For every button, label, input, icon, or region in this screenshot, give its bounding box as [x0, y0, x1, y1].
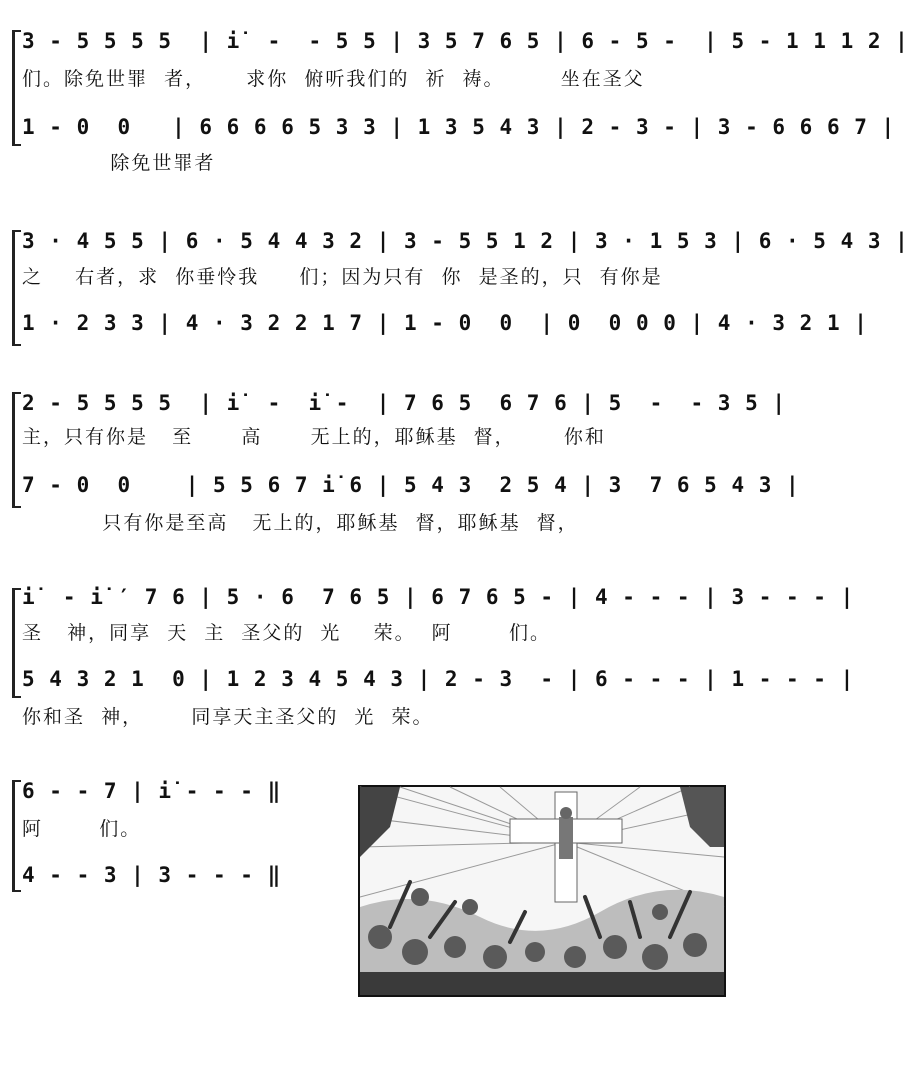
melody-line: 3 · 4 5 5 | 6 · 5 4 4 3 2 | 3 - 5 5 1 2 | 3 · 1 5 3 | 6 · 5 4 3 | [22, 229, 909, 253]
system-brace [12, 780, 21, 892]
crowd-worshipping-cross-illustration [358, 785, 726, 997]
system-brace [12, 230, 21, 346]
lyrics-line: 阿 们。 [22, 818, 142, 840]
crowd-worshipping-cross-icon [360, 787, 724, 995]
harmony-line: 7 - 0 0 | 5 5 6 7 i̇ 6 | 5 4 3 2 5 4 | 3 7 6 5 4 3 | [22, 473, 800, 497]
harmony-lyrics-line: 除免世罪者 [22, 152, 216, 174]
lyrics-line: 们。除免世罪 者， 求你 俯听我们的 祈 祷。 坐在圣父 [22, 68, 645, 90]
harmony-line: 1 · 2 3 3 | 4 · 3 2 2 1 7 | 1 - 0 0 | 0 0 0 0 | 4 · 3 2 1 | [22, 311, 868, 335]
lyrics-line: 圣 神，同享 天 主 圣父的 光 荣。 阿 们。 [22, 622, 551, 644]
melody-line: 2 - 5 5 5 5 | i̇ - i̇ - | 7 6 5 6 7 6 | 5 - - 3 5 | [22, 391, 787, 415]
harmony-line: 5 4 3 2 1 0 | 1 2 3 4 5 4 3 | 2 - 3 - | 6 - - - | 1 - - - | [22, 667, 855, 691]
system-brace [12, 392, 21, 508]
melody-line: i̇ - i̇ ′ 7 6 | 5 · 6 7 6 5 | 6 7 6 5 - | 4 - - - | 3 - - - | [22, 585, 855, 609]
melody-line: 6 - - 7 | i̇ - - - ‖ [22, 779, 282, 803]
system-brace [12, 588, 21, 698]
lyrics-line: 主，只有你是 至 高 无上的，耶稣基 督， 你和 [22, 426, 606, 448]
melody-line: 3 - 5 5 5 5 | i̇ - - 5 5 | 3 5 7 6 5 | 6 - 5 - | 5 - 1 1 1 2 | [22, 29, 909, 53]
system-brace [12, 30, 21, 146]
harmony-lyrics-line: 你和圣 神， 同享天主圣父的 光 荣。 [22, 706, 434, 728]
lyrics-line: 之 右者，求 你垂怜我 们；因为只有 你 是圣的，只 有你是 [22, 266, 663, 288]
harmony-line: 1 - 0 0 | 6 6 6 6 5 3 3 | 1 3 5 4 3 | 2 - 3 - | 3 - 6 6 6 7 | [22, 115, 896, 139]
harmony-line: 4 - - 3 | 3 - - - ‖ [22, 863, 282, 887]
harmony-lyrics-line: 只有你是至高 无上的，耶稣基 督，耶稣基 督， [22, 512, 579, 534]
